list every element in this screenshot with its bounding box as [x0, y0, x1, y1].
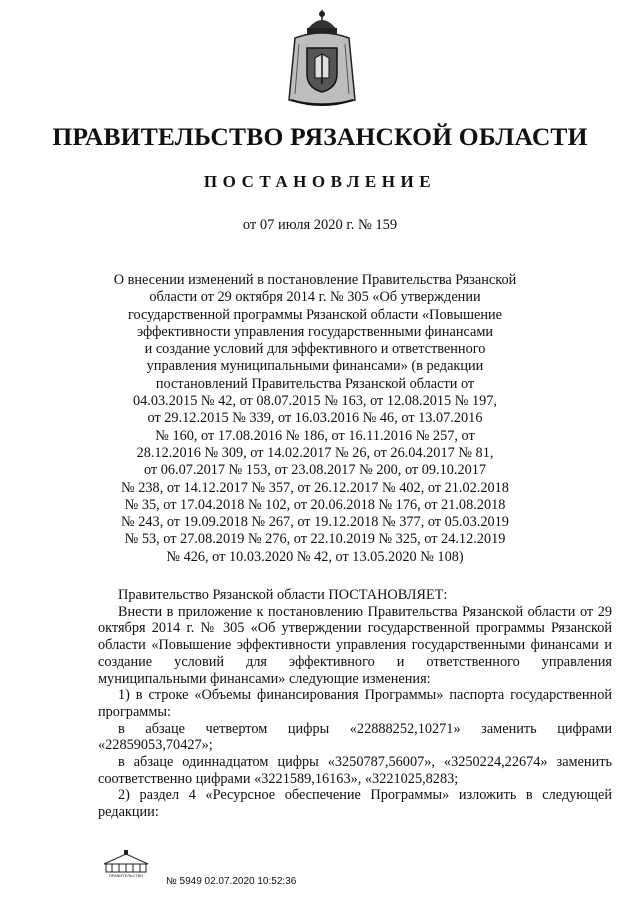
item-2-paragraph: 2) раздел 4 «Ресурсное обеспечение Программы» изложить в следующей редакции:	[98, 787, 612, 821]
item-1b-paragraph: в абзаце одиннадцатом цифры «3250787,56007», «3250224,22674» заменить соответственно цифрами «3221589,16163», «3221025,8283;	[98, 754, 612, 787]
item-1a-paragraph: в абзаце четвертом цифры «22888252,10271» заменить цифрами «22859053,70427»;	[98, 720, 612, 754]
caption-line: управления муниципальными финансами» (в редакции	[146, 358, 484, 375]
caption-line: эффективности управления государственными финансами	[136, 323, 494, 340]
caption-line: от 29.12.2015 № 339, от 16.03.2016 № 46, от 13.07.2016	[147, 410, 483, 427]
caption-line: и создание условий для эффективного и ответственного	[144, 341, 486, 358]
caption-line: № 426, от 10.03.2020 № 42, от 13.05.2020 № 108)	[166, 548, 464, 565]
caption-line: постановлений Правительства Рязанской области от	[155, 375, 475, 392]
caption-line: № 160, от 17.08.2016 № 186, от 16.11.2016 № 257, от	[155, 427, 475, 444]
document-type: ПОСТАНОВЛЕНИЕ	[203, 172, 437, 191]
stamp-text: ПРАВИТЕЛЬСТВО	[108, 873, 144, 878]
resolution-caption	[100, 272, 530, 566]
item-1-paragraph: 1) в строке «Объемы финансирования Программы» паспорта государственной программы:	[98, 687, 612, 720]
caption-line: № 243, от 19.09.2018 № 267, от 19.12.2018 № 377, от 05.03.2019	[121, 514, 509, 531]
date-number-line: от 07 июля 2020 г. № 159	[242, 217, 398, 233]
caption-line: 04.03.2015 № 42, от 08.07.2015 № 163, от 12.08.2015 № 197,	[133, 393, 497, 410]
caption-line: О внесении изменений в постановление Правительства Рязанской	[113, 272, 517, 288]
government-title: ПРАВИТЕЛЬСТВО РЯЗАНСКОЙ ОБЛАСТИ	[52, 122, 588, 151]
caption-line: № 238, от 14.12.2017 № 357, от 26.12.2017 № 402, от 21.02.2018	[121, 479, 509, 496]
caption-line: области от 29 октября 2014 г. № 305 «Об утверждении	[149, 289, 481, 306]
intro-paragraph: Внести в приложение к постановлению Правительства Рязанской области от 29 октября 2014 г. № 305 «Об утверждении государственной программы Рязанской области «Повышение эффективности управления государственными финансами и создание условий для эффективного и ответственного управления муниципальными финансами» следующие изменения:	[98, 603, 612, 687]
caption-line: государственной программы Рязанской области «Повышение	[128, 306, 502, 323]
caption-line: 28.12.2016 № 309, от 14.02.2017 № 26, от 26.04.2017 № 81,	[136, 444, 494, 461]
coat-of-arms-emblem	[285, 8, 359, 108]
decree-paragraph: Правительство Рязанской области ПОСТАНОВЛЯЕТ:	[118, 587, 448, 603]
caption-line: № 35, от 17.04.2018 № 102, от 20.06.2018 № 176, от 21.08.2018	[124, 496, 506, 513]
document-body	[98, 587, 612, 821]
registration-stamp: № 5949 02.07.2020 10:52:36	[166, 876, 297, 887]
caption-line: от 06.07.2017 № 153, от 23.08.2017 № 200, от 09.10.2017	[143, 462, 487, 479]
caption-line: № 53, от 27.08.2019 № 276, от 22.10.2019 № 325, от 24.12.2019	[124, 531, 506, 548]
building-stamp-icon	[100, 850, 152, 878]
